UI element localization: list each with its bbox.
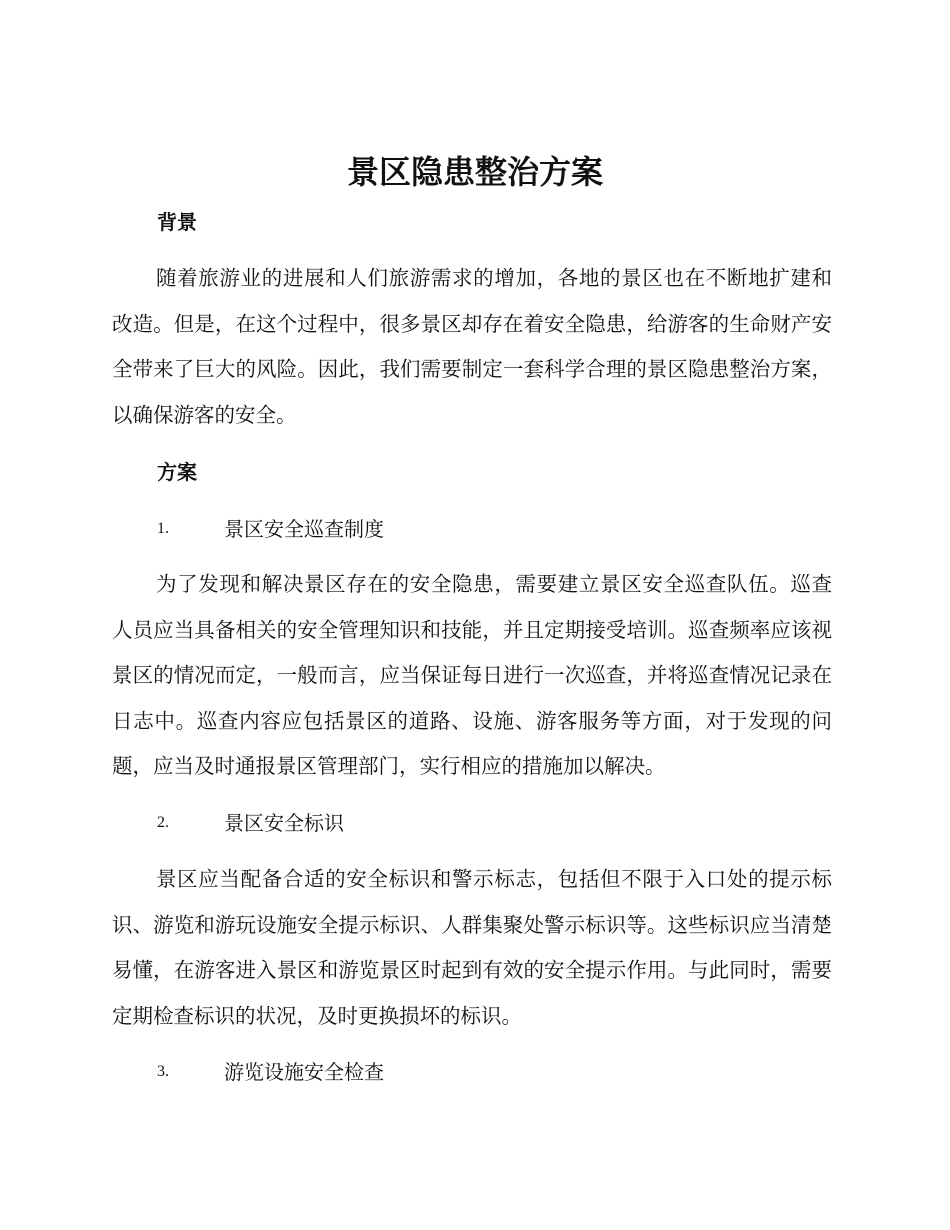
plan-item-number: 3. — [157, 1063, 169, 1080]
background-paragraph: 随着旅游业的进展和人们旅游需求的增加，各地的景区也在不断地扩建和改造。但是，在这个过程中，很多景区却存在着安全隐患，给游客的生命财产安全带来了巨大的风险。因此，我们需要制定一套科学合理的景区隐患整治方案，以确保游客的安全。 — [112, 266, 832, 427]
section-heading-plan: 方案 — [157, 460, 197, 484]
plan-item-title: 游览设施安全检查 — [224, 1060, 384, 1084]
plan-item-1-paragraph: 为了发现和解决景区存在的安全隐患，需要建立景区安全巡查队伍。巡查人员应当具备相关的安全管理知识和技能，并且定期接受培训。巡查频率应该视景区的情况而定，一般而言，应当保证每日进行一次巡查，并将巡查情况记录在日志中。巡查内容应包括景区的道路、设施、游客服务等方面，对于发现的问题，应当及时通报景区管理部门，实行相应的措施加以解决。 — [112, 572, 832, 778]
section-heading-background: 背景 — [157, 210, 197, 234]
plan-item-2-paragraph: 景区应当配备合适的安全标识和警示标志，包括但不限于入口处的提示标识、游览和游玩设施安全提示标识、人群集聚处警示标识等。这些标识应当清楚易懂，在游客进入景区和游览景区时起到有效的安全提示作用。与此同时，需要定期检查标识的状况，及时更换损坏的标识。 — [112, 867, 832, 1028]
plan-item-title: 景区安全标识 — [224, 811, 344, 835]
plan-item-number: 1. — [157, 520, 169, 537]
plan-item-title: 景区安全巡查制度 — [224, 517, 384, 541]
document-title: 景区隐患整治方案 — [346, 153, 603, 191]
plan-item-number: 2. — [157, 814, 169, 831]
